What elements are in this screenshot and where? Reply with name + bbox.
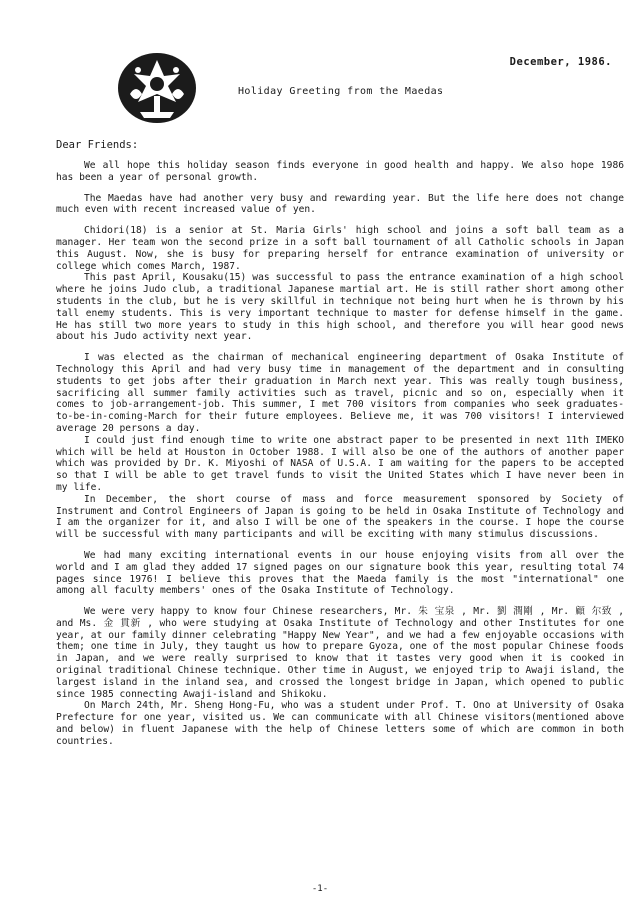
paragraph-imeko: I could just find enough time to write one abstract paper to be presented in next 11th IMEKO which will be held at Houston in October 1988. I will also be one of the authors of another paper which was provided by Dr. K. Miyoshi of NASA of U.S.A. I am waiting for the papers to be accepted so that I will be able to get travel funds to visit the United States which I have never been in my life.	[56, 434, 624, 493]
paragraph-short-course: In December, the short course of mass and force measurement sponsored by Society of Instrument and Control Engineers of Japan is going to be held in Osaka Institute of Technology and I am the organizer for it, and also I will be one of the speakers in the course. I hope the course will be successful with many participants and will be exciting with many stimulus discussions.	[56, 493, 624, 541]
paragraph-family-news: The Maedas have had another very busy and rewarding year. But the life here does not change much even with recent increased value of yen.	[56, 192, 624, 216]
letter-title: Holiday Greeting from the Maedas	[238, 86, 444, 97]
salutation: Dear Friends:	[56, 139, 139, 151]
paragraph-chinese-researchers: We were very happy to know four Chinese researchers, Mr. 朱 宝泉 , Mr. 劉 潤剛 , Mr. 顧 尔致 , and Ms. 金 貫新 , who were studying at Osaka Institute of Technology and other Institutes for one year, at our family dinner celebrating "Happy New Year", and we had a few enjoyable occasions with them; one time in July, they taught us how to prepare Gyoza, one of the most popular Chinese foods in Japan, and we were really surprised to know that it tastes very good when it is cooked in original traditional Chinese technique. Other time in August, we enjoyed trip to Awaji island, the largest island in the inland sea, and crossed the longest bridge in Japan, which opened to public since 1985 connecting Awaji-island and Shikoku.	[56, 606, 624, 700]
paragraph-kousaku: This past April, Kousaku(15) was successful to pass the entrance examination of a high school where he joins Judo club, a traditional Japanese martial art. He is still rather short among other students in the club, but he is very skillful in technique not being hurt when he is thrown by his tall enemy students. This is very important technique to master for defense himself in the game. He has still two more years to study in this high school, and therefore you will hear good news about his Judo activity next year.	[56, 272, 624, 343]
paragraph-chairman: I was elected as the chairman of mechanical engineering department of Osaka Institute of Technology this April and had very busy time in management of the department and in consulting students to get jobs after their graduation in March next year. This was really tough business, sacrificing all summer family activities such as travel, picnic and so on, especially when it comes to job-arrangement-job. This summer, I met 700 visitors from companies who seek graduates-to-be-in-coming-March for their future employees. Believe me, it was 700 visitors! I interviewed average 20 persons a day.	[56, 352, 624, 434]
paragraph-international: We had many exciting international events in our house enjoying visits from all over the world and I am glad they added 17 signed pages on our signature book this year, resulting total 74 pages since 1976! I believe this proves that the Maeda family is the most "international" one among all faculty members' ones of the Osaka Institute of Technology.	[56, 549, 624, 597]
family-crest-icon	[116, 50, 198, 126]
paragraph-greeting: We all hope this holiday season finds everyone in good health and happy. We also hope 1986 has been a year of personal growth.	[56, 160, 624, 183]
page-number: -1-	[311, 884, 329, 894]
paragraph-sheng-hong-fu: On March 24th, Mr. Sheng Hong-Fu, who was a student under Prof. T. Ono at University of Osaka Prefecture for one year, visited us. We can communicate with all Chinese visitors(mentioned above and below) in fluent Japanese with the help of Chinese letters some of which are common in both countries.	[56, 700, 624, 747]
paragraph-chidori: Chidori(18) is a senior at St. Maria Girls' high school and joins a soft ball team as a manager. Her team won the second prize in a soft ball tournament of all Catholic schools in Japan this August. Now, she is busy for preparing herself for entrance examination of university or college which comes March, 1987.	[56, 225, 624, 272]
letter-body	[56, 160, 624, 757]
letter-date: December, 1986.	[509, 56, 612, 68]
